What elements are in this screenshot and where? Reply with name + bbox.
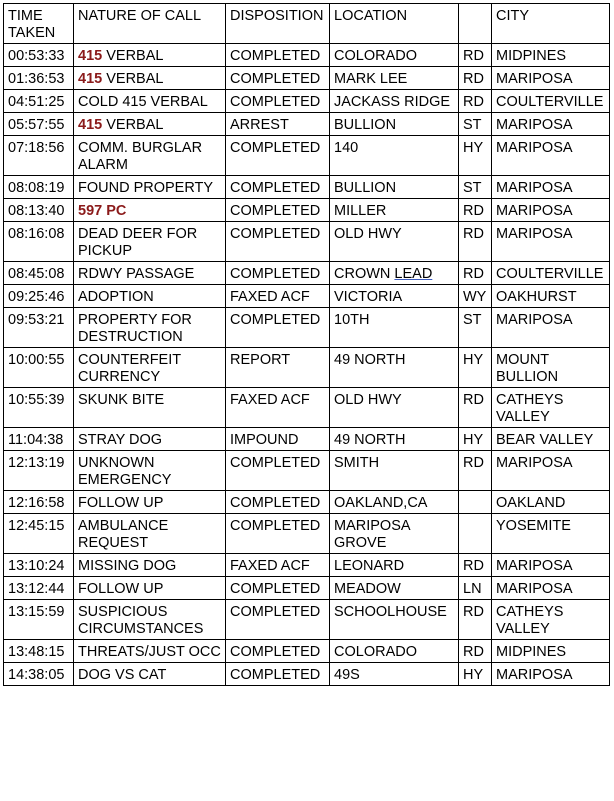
- nature-text: VERBAL: [102, 71, 164, 87]
- city-cell: MARIPOSA: [492, 136, 610, 176]
- header-city: CITY: [492, 4, 610, 44]
- street-type-cell: HY: [459, 136, 492, 176]
- time-cell: 01:36:53: [4, 67, 74, 90]
- time-cell: 05:57:55: [4, 113, 74, 136]
- nature-text: AMBULANCE REQUEST: [78, 518, 173, 551]
- location-text: VICTORIA: [334, 289, 403, 305]
- time-cell: 09:53:21: [4, 308, 74, 348]
- header-disposition: DISPOSITION: [226, 4, 330, 44]
- nature-cell: [74, 90, 226, 113]
- time-cell: 12:13:19: [4, 451, 74, 491]
- disposition-cell: COMPLETED: [226, 600, 330, 640]
- call-code: 415: [78, 71, 103, 87]
- nature-text: ADOPTION: [78, 289, 154, 305]
- nature-text: SUSPICIOUS CIRCUMSTANCES: [78, 604, 204, 637]
- location-text: SCHOOLHOUSE: [334, 604, 447, 620]
- table-header: [4, 4, 610, 44]
- nature-text: THREATS/JUST OCC: [78, 644, 221, 660]
- location-text: OLD HWY: [334, 392, 402, 408]
- street-type-cell: ST: [459, 176, 492, 199]
- nature-cell: [74, 451, 226, 491]
- city-cell: CATHEYS VALLEY: [492, 600, 610, 640]
- location-text: OAKLAND,CA: [334, 495, 428, 511]
- time-cell: 07:18:56: [4, 136, 74, 176]
- location-text: 140: [334, 140, 359, 156]
- time-cell: 10:00:55: [4, 348, 74, 388]
- table-row: [4, 44, 610, 67]
- city-cell: MARIPOSA: [492, 176, 610, 199]
- nature-cell: [74, 428, 226, 451]
- location-cell: [330, 222, 459, 262]
- table-row: [4, 388, 610, 428]
- location-text: COLORADO: [334, 48, 417, 64]
- city-cell: MARIPOSA: [492, 451, 610, 491]
- call-code: 597 PC: [78, 203, 127, 219]
- nature-cell: [74, 176, 226, 199]
- disposition-cell: COMPLETED: [226, 67, 330, 90]
- table-row: [4, 514, 610, 554]
- nature-cell: [74, 113, 226, 136]
- disposition-cell: COMPLETED: [226, 199, 330, 222]
- street-type-cell: RD: [459, 451, 492, 491]
- city-cell: MARIPOSA: [492, 308, 610, 348]
- table-row: [4, 199, 610, 222]
- city-cell: COULTERVILLE: [492, 262, 610, 285]
- disposition-cell: FAXED ACF: [226, 554, 330, 577]
- call-log-table: [3, 3, 610, 686]
- location-text: 49 NORTH: [334, 432, 406, 448]
- time-cell: 08:08:19: [4, 176, 74, 199]
- nature-cell: [74, 136, 226, 176]
- call-code: 415: [78, 117, 103, 133]
- location-cell: [330, 451, 459, 491]
- city-cell: YOSEMITE: [492, 514, 610, 554]
- table-row: [4, 554, 610, 577]
- city-cell: COULTERVILLE: [492, 90, 610, 113]
- nature-cell: [74, 491, 226, 514]
- street-type-cell: RD: [459, 44, 492, 67]
- location-cell: [330, 67, 459, 90]
- table-row: [4, 285, 610, 308]
- city-cell: MOUNT BULLION: [492, 348, 610, 388]
- location-text: COLORADO: [334, 644, 417, 660]
- street-type-cell: RD: [459, 640, 492, 663]
- time-cell: 13:15:59: [4, 600, 74, 640]
- nature-cell: [74, 640, 226, 663]
- disposition-cell: COMPLETED: [226, 90, 330, 113]
- street-type-cell: RD: [459, 222, 492, 262]
- disposition-cell: COMPLETED: [226, 577, 330, 600]
- time-cell: 13:48:15: [4, 640, 74, 663]
- street-type-cell: RD: [459, 90, 492, 113]
- table-row: [4, 90, 610, 113]
- street-type-cell: [459, 514, 492, 554]
- disposition-cell: COMPLETED: [226, 663, 330, 686]
- street-type-cell: RD: [459, 600, 492, 640]
- table-row: [4, 640, 610, 663]
- table-row: [4, 428, 610, 451]
- table-row: [4, 67, 610, 90]
- city-cell: MIDPINES: [492, 44, 610, 67]
- street-type-cell: HY: [459, 663, 492, 686]
- location-text: 10TH: [334, 312, 370, 328]
- nature-text: COLD 415 VERBAL: [78, 94, 208, 110]
- nature-text: DOG VS CAT: [78, 667, 167, 683]
- disposition-cell: COMPLETED: [226, 176, 330, 199]
- location-text: MEADOW: [334, 581, 401, 597]
- nature-text: STRAY DOG: [78, 432, 163, 448]
- location-cell: [330, 113, 459, 136]
- table-row: [4, 451, 610, 491]
- table-row: [4, 577, 610, 600]
- disposition-cell: REPORT: [226, 348, 330, 388]
- time-cell: 09:25:46: [4, 285, 74, 308]
- city-cell: MARIPOSA: [492, 663, 610, 686]
- street-type-cell: WY: [459, 285, 492, 308]
- location-text: MARK LEE: [334, 71, 408, 87]
- street-type-cell: ST: [459, 308, 492, 348]
- time-cell: 11:04:38: [4, 428, 74, 451]
- location-cell: [330, 176, 459, 199]
- location-cell: [330, 514, 459, 554]
- disposition-cell: COMPLETED: [226, 222, 330, 262]
- disposition-cell: COMPLETED: [226, 640, 330, 663]
- location-cell: [330, 199, 459, 222]
- nature-text: COMM. BURGLAR ALARM: [78, 140, 206, 173]
- location-cell: [330, 348, 459, 388]
- time-cell: 10:55:39: [4, 388, 74, 428]
- nature-text: FOLLOW UP: [78, 495, 164, 511]
- call-code: 415: [78, 48, 103, 64]
- street-type-cell: ST: [459, 113, 492, 136]
- location-cell: [330, 640, 459, 663]
- location-cell: [330, 90, 459, 113]
- table-row: [4, 222, 610, 262]
- disposition-cell: COMPLETED: [226, 262, 330, 285]
- table-row: [4, 176, 610, 199]
- street-type-cell: [459, 491, 492, 514]
- nature-cell: [74, 577, 226, 600]
- disposition-cell: COMPLETED: [226, 514, 330, 554]
- city-cell: BEAR VALLEY: [492, 428, 610, 451]
- nature-text: COUNTERFEIT CURRENCY: [78, 352, 185, 385]
- street-type-cell: RD: [459, 554, 492, 577]
- time-cell: 12:45:15: [4, 514, 74, 554]
- nature-text: VERBAL: [102, 117, 164, 133]
- disposition-cell: FAXED ACF: [226, 388, 330, 428]
- city-cell: MARIPOSA: [492, 222, 610, 262]
- time-cell: 13:10:24: [4, 554, 74, 577]
- time-cell: 12:16:58: [4, 491, 74, 514]
- nature-text: DEAD DEER FOR PICKUP: [78, 226, 202, 259]
- time-cell: 08:45:08: [4, 262, 74, 285]
- header-street-type: [459, 4, 492, 44]
- street-type-cell: RD: [459, 199, 492, 222]
- location-cell: [330, 663, 459, 686]
- disposition-cell: FAXED ACF: [226, 285, 330, 308]
- table-row: [4, 348, 610, 388]
- table-row: [4, 491, 610, 514]
- nature-cell: [74, 285, 226, 308]
- nature-text: PROPERTY FOR DESTRUCTION: [78, 312, 196, 345]
- table-row: [4, 600, 610, 640]
- location-text: MILLER: [334, 203, 387, 219]
- street-type-cell: HY: [459, 348, 492, 388]
- nature-cell: [74, 663, 226, 686]
- table-row: [4, 136, 610, 176]
- city-cell: MARIPOSA: [492, 554, 610, 577]
- disposition-cell: COMPLETED: [226, 308, 330, 348]
- table-row: [4, 262, 610, 285]
- nature-cell: [74, 222, 226, 262]
- street-type-cell: HY: [459, 428, 492, 451]
- nature-cell: [74, 514, 226, 554]
- nature-text: SKUNK BITE: [78, 392, 165, 408]
- nature-text: VERBAL: [102, 48, 164, 64]
- table-body: [4, 44, 610, 686]
- location-cell: [330, 554, 459, 577]
- location-text: MARIPOSA GROVE: [334, 518, 414, 551]
- city-cell: CATHEYS VALLEY: [492, 388, 610, 428]
- location-text: 49S: [334, 667, 360, 683]
- nature-cell: [74, 348, 226, 388]
- table-row: [4, 308, 610, 348]
- table-row: [4, 663, 610, 686]
- street-type-cell: RD: [459, 262, 492, 285]
- header-row: [4, 4, 610, 44]
- nature-cell: [74, 554, 226, 577]
- location-text: 49 NORTH: [334, 352, 406, 368]
- nature-cell: [74, 308, 226, 348]
- location-cell: [330, 44, 459, 67]
- city-cell: MARIPOSA: [492, 199, 610, 222]
- header-time-taken: TIME TAKEN: [4, 4, 74, 44]
- location-cell: [330, 577, 459, 600]
- time-cell: 08:13:40: [4, 199, 74, 222]
- disposition-cell: COMPLETED: [226, 451, 330, 491]
- disposition-cell: IMPOUND: [226, 428, 330, 451]
- location-cell: [330, 388, 459, 428]
- header-location: LOCATION: [330, 4, 459, 44]
- nature-text: RDWY PASSAGE: [78, 266, 195, 282]
- location-cell: [330, 136, 459, 176]
- nature-text: FOLLOW UP: [78, 581, 164, 597]
- disposition-cell: COMPLETED: [226, 136, 330, 176]
- location-text: SMITH: [334, 455, 380, 471]
- street-type-cell: RD: [459, 67, 492, 90]
- time-cell: 14:38:05: [4, 663, 74, 686]
- nature-text: UNKNOWN EMERGENCY: [78, 455, 172, 488]
- city-cell: MARIPOSA: [492, 113, 610, 136]
- location-cell: [330, 600, 459, 640]
- location-text: OLD HWY: [334, 226, 402, 242]
- time-cell: 08:16:08: [4, 222, 74, 262]
- location-cell: [330, 491, 459, 514]
- city-cell: MARIPOSA: [492, 577, 610, 600]
- disposition-cell: COMPLETED: [226, 491, 330, 514]
- location-cell: [330, 285, 459, 308]
- street-type-cell: LN: [459, 577, 492, 600]
- time-cell: 04:51:25: [4, 90, 74, 113]
- nature-cell: [74, 199, 226, 222]
- city-cell: OAKLAND: [492, 491, 610, 514]
- city-cell: MIDPINES: [492, 640, 610, 663]
- time-cell: 13:12:44: [4, 577, 74, 600]
- nature-text: FOUND PROPERTY: [78, 180, 214, 196]
- location-text: JACKASS RIDGE: [334, 94, 451, 110]
- nature-cell: [74, 388, 226, 428]
- disposition-cell: COMPLETED: [226, 44, 330, 67]
- header-nature-of-call: NATURE OF CALL: [74, 4, 226, 44]
- nature-cell: [74, 600, 226, 640]
- location-text: CROWN: [334, 266, 395, 282]
- nature-cell: [74, 262, 226, 285]
- location-text: BULLION: [334, 117, 397, 133]
- city-cell: OAKHURST: [492, 285, 610, 308]
- table-row: [4, 113, 610, 136]
- location-cell: [330, 428, 459, 451]
- nature-cell: [74, 44, 226, 67]
- location-cell: [330, 308, 459, 348]
- location-text: LEONARD: [334, 558, 405, 574]
- location-text: BULLION: [334, 180, 397, 196]
- nature-cell: [74, 67, 226, 90]
- nature-text: MISSING DOG: [78, 558, 177, 574]
- disposition-cell: ARREST: [226, 113, 330, 136]
- city-cell: MARIPOSA: [492, 67, 610, 90]
- time-cell: 00:53:33: [4, 44, 74, 67]
- location-cell: [330, 262, 459, 285]
- location-underlined-text: LEAD: [394, 266, 433, 282]
- street-type-cell: RD: [459, 388, 492, 428]
